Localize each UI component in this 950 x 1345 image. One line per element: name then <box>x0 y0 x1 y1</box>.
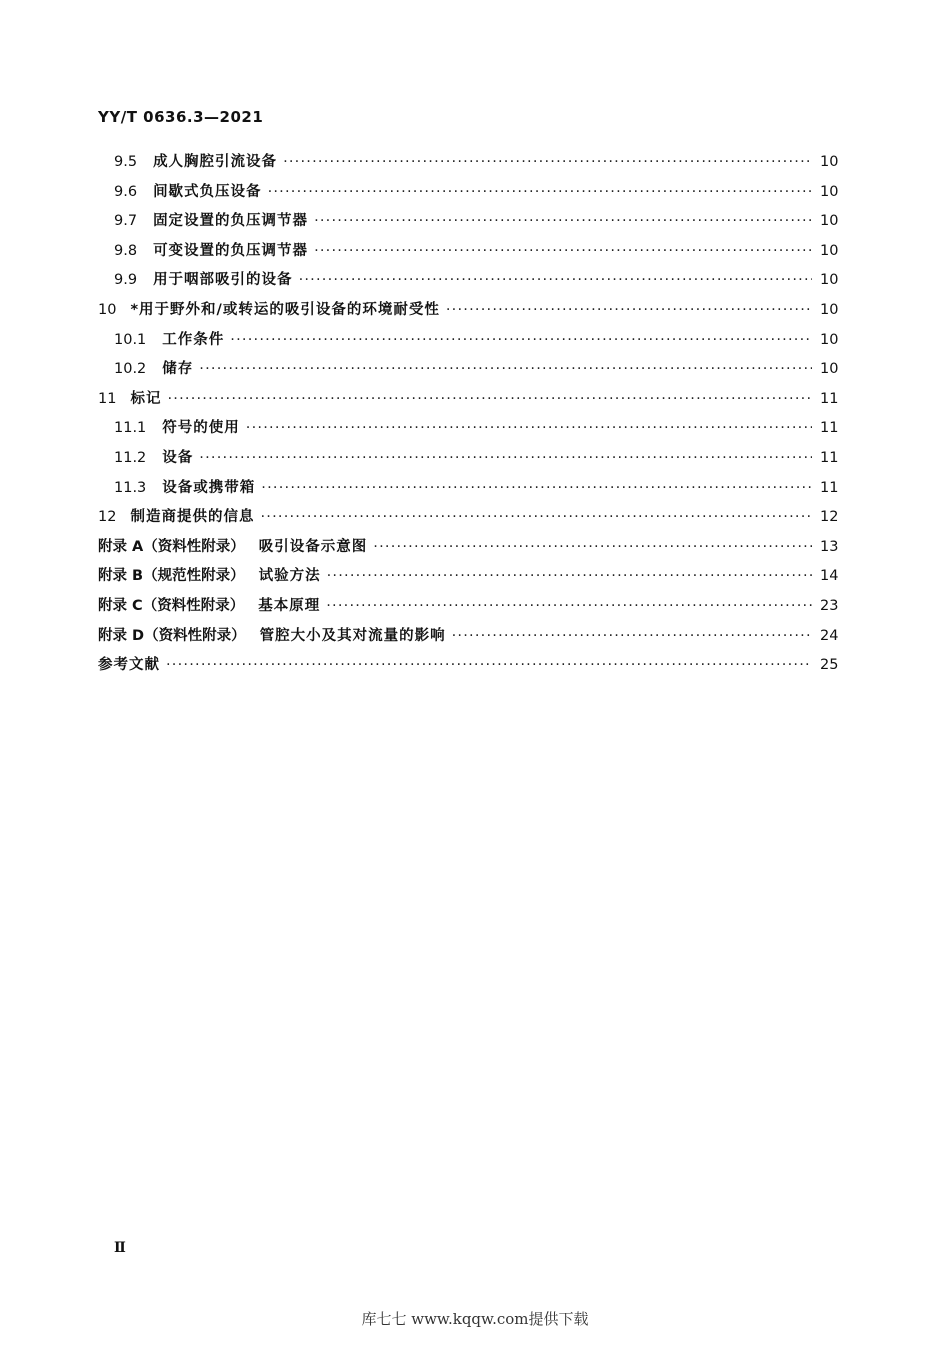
toc-entry[interactable] <box>98 328 838 358</box>
toc-entry-number: 10.1 <box>114 331 147 348</box>
toc-entry[interactable] <box>98 150 838 180</box>
toc-entry-title: 固定设置的负压调节器 <box>153 213 309 230</box>
toc-entry-title: 参考文献 <box>98 657 160 674</box>
toc-entry[interactable] <box>98 209 838 239</box>
toc-entry-title: 工作条件 <box>162 331 225 348</box>
toc-dot-leader <box>199 361 812 377</box>
toc-entry[interactable] <box>98 298 838 328</box>
toc-entry-page: 10 <box>820 361 839 378</box>
toc-entry[interactable] <box>98 446 838 476</box>
toc-entry-page: 10 <box>820 301 839 318</box>
toc-entry-page: 10 <box>820 183 839 200</box>
toc-entry-number: 9.8 <box>114 242 138 259</box>
toc-entry[interactable] <box>98 357 838 387</box>
toc-entry[interactable] <box>98 416 838 446</box>
toc-entry-appendix[interactable] <box>98 594 838 624</box>
toc-dot-leader <box>314 243 812 259</box>
toc-entry-page: 23 <box>820 597 839 614</box>
toc-entry-number: 11.1 <box>114 420 147 437</box>
toc-entry-page: 10 <box>820 213 839 230</box>
toc-entry-number: 附录 C（资料性附录） <box>98 597 245 614</box>
toc-dot-leader <box>326 598 812 614</box>
toc-entry-title: 可变设置的负压调节器 <box>153 242 309 259</box>
toc-entry-number: 11 <box>98 390 117 407</box>
toc-entry-page: 11 <box>820 390 839 407</box>
page-number: Ⅱ <box>114 1240 126 1256</box>
toc-entry-references[interactable] <box>98 653 838 683</box>
toc-entry-appendix[interactable] <box>98 624 838 654</box>
toc-entry-page: 10 <box>820 331 839 348</box>
toc-dot-leader <box>167 391 812 407</box>
toc-entry-page: 10 <box>820 242 839 259</box>
toc-entry-title: 符号的使用 <box>162 420 240 437</box>
toc-entry-page: 11 <box>820 479 839 496</box>
standard-code: YY/T 0636.3—2021 <box>98 108 264 126</box>
toc-dot-leader <box>246 420 812 436</box>
toc-entry-page: 13 <box>820 538 839 555</box>
toc-entry-page: 11 <box>820 449 839 466</box>
toc-entry-number: 9.5 <box>114 154 138 170</box>
toc-entry[interactable] <box>98 239 838 269</box>
toc-dot-leader <box>230 332 812 348</box>
toc-dot-leader <box>166 657 812 673</box>
table-of-contents <box>98 150 838 683</box>
toc-entry-page: 14 <box>820 568 839 585</box>
toc-dot-leader <box>261 480 812 496</box>
toc-entry-number: 11.3 <box>114 479 147 496</box>
toc-entry-title: 间歇式负压设备 <box>153 183 262 200</box>
toc-entry-number: 附录 A（资料性附录） <box>98 538 245 555</box>
toc-entry-title: 设备 <box>162 449 194 466</box>
toc-entry-number: 附录 B（规范性附录） <box>98 568 245 585</box>
toc-dot-leader <box>314 213 812 229</box>
toc-dot-leader <box>327 568 812 584</box>
toc-entry-number: 10 <box>98 301 117 318</box>
toc-dot-leader <box>446 302 812 318</box>
toc-dot-leader <box>373 539 812 555</box>
toc-entry-number: 10.2 <box>114 361 147 378</box>
toc-entry-title: 试验方法 <box>258 568 321 585</box>
toc-entry-page: 10 <box>820 272 839 289</box>
toc-entry-number: 12 <box>98 509 117 526</box>
toc-entry[interactable] <box>98 387 838 417</box>
toc-entry-appendix[interactable] <box>98 564 838 594</box>
toc-entry-appendix[interactable] <box>98 535 838 565</box>
toc-entry-number: 9.6 <box>114 183 138 200</box>
download-watermark: 库七七 www.kqqw.com提供下载 <box>361 1310 589 1328</box>
toc-dot-leader <box>268 184 812 200</box>
toc-dot-leader <box>260 509 812 525</box>
toc-dot-leader <box>299 272 812 288</box>
toc-entry-title: 成人胸腔引流设备 <box>153 154 278 170</box>
toc-entry-title: 制造商提供的信息 <box>130 509 255 526</box>
toc-entry-number: 11.2 <box>114 449 147 466</box>
toc-entry-number: 9.9 <box>114 272 138 289</box>
toc-entry-number: 附录 D（资料性附录） <box>98 627 246 644</box>
toc-dot-leader <box>199 450 812 466</box>
toc-dot-leader <box>452 628 812 644</box>
toc-entry-title: *用于野外和/或转运的吸引设备的环境耐受性 <box>130 301 440 318</box>
toc-entry-page: 25 <box>820 657 839 674</box>
toc-entry-title: 吸引设备示意图 <box>258 538 368 555</box>
toc-entry-title: 基本原理 <box>258 597 321 614</box>
toc-dot-leader <box>283 154 812 170</box>
toc-entry-page: 10 <box>820 154 839 170</box>
toc-entry-title: 标记 <box>130 390 162 407</box>
toc-entry-title: 储存 <box>162 361 194 378</box>
toc-entry[interactable] <box>98 476 838 506</box>
toc-entry-title: 用于咽部吸引的设备 <box>153 272 293 289</box>
toc-entry[interactable] <box>98 505 838 535</box>
toc-entry[interactable] <box>98 180 838 210</box>
toc-entry-title: 管腔大小及其对流量的影响 <box>259 627 446 644</box>
toc-entry[interactable] <box>98 268 838 298</box>
toc-entry-page: 24 <box>820 627 839 644</box>
toc-entry-title: 设备或携带箱 <box>162 479 256 496</box>
toc-entry-page: 11 <box>820 420 839 437</box>
toc-entry-page: 12 <box>820 509 839 526</box>
toc-entry-number: 9.7 <box>114 213 138 230</box>
